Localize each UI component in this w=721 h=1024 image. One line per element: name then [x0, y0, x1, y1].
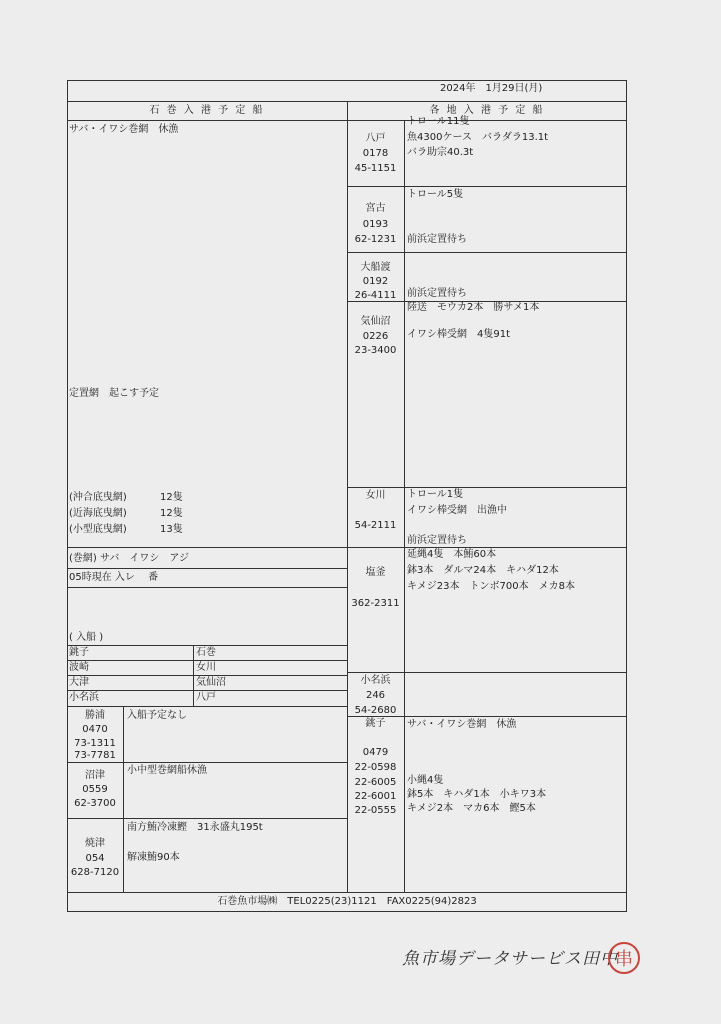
port-choshi-tel: 0479: [362, 747, 389, 758]
divider: [404, 120, 405, 892]
divider: [347, 186, 627, 187]
port-onahama-tel: 54-2680: [354, 705, 397, 716]
port-choshi-info: 鉢5本 キハダ1本 小キワ3本: [407, 789, 547, 800]
port-kesennuma-info: 陸送 モウカ2本 勝サメ1本: [407, 302, 540, 313]
port-hachinohe-tel: 0178: [362, 148, 389, 159]
divider: [67, 587, 347, 588]
port-ofunato-tel: 26-4111: [354, 290, 397, 301]
report-date: 2024年 1月29日(月): [440, 83, 543, 94]
port-miyako-info: 前浜定置待ち: [407, 234, 467, 245]
port-kesennuma-name: 気仙沼: [360, 316, 391, 327]
nyusen-port: 大津: [69, 677, 89, 688]
nyusen-port: 女川: [196, 662, 216, 673]
port-kesennuma-info: イワシ棒受網 4隻91t: [407, 329, 511, 340]
port-numazu-tel: 62-3700: [74, 798, 116, 809]
port-hachinohe-info: トロール11隻: [407, 116, 470, 127]
header-ishinomaki: 石 巻 入 港 予 定 船: [149, 105, 265, 116]
port-katsuura-tel: 73-7781: [74, 750, 116, 761]
port-katsuura-tel: 73-1311: [74, 738, 116, 749]
port-onagawa-info: イワシ棒受網 出漁中: [407, 505, 507, 516]
entry-order-status: 05時現在 入レ 番: [69, 572, 159, 583]
trawl-value-kinkai: 12隻: [160, 508, 183, 519]
nyusen-port: 小名浜: [69, 692, 99, 703]
divider: [193, 645, 194, 706]
port-miyako-tel: 0193: [362, 219, 389, 230]
divider: [123, 706, 124, 892]
port-choshi-info: サバ・イワシ巻網 休漁: [407, 719, 517, 730]
port-hachinohe-tel: 45-1151: [354, 163, 397, 174]
port-hachinohe-info: バラ助宗40.3t: [407, 147, 474, 158]
port-yaizu-info: 解凍鮪90本: [127, 852, 180, 863]
teichi-status: 定置網 起こす予定: [69, 388, 159, 399]
divider: [67, 675, 347, 676]
port-numazu-name: 沼津: [85, 770, 105, 781]
port-choshi-name: 銚子: [365, 718, 386, 729]
signature: 魚市場データサービス田中: [402, 949, 618, 969]
divider: [67, 645, 347, 646]
port-onahama-tel: 246: [365, 690, 386, 701]
port-miyako-tel: 62-1231: [354, 234, 397, 245]
port-shiogama-info: キメジ23本 トンボ700本 メカ8本: [407, 581, 575, 592]
nyusen-port: 八戸: [196, 692, 216, 703]
port-yaizu-tel: 054: [85, 853, 105, 864]
divider: [347, 547, 627, 548]
divider: [67, 660, 347, 661]
divider: [67, 892, 627, 893]
port-shiogama-info: 鉢3本 ダルマ24本 キハダ12本: [407, 565, 559, 576]
divider: [347, 672, 627, 673]
port-ofunato-name: 大船渡: [360, 262, 391, 273]
port-choshi-tel: 22-0555: [354, 805, 397, 816]
saba-iwashi-status: サバ・イワシ巻網 休漁: [69, 124, 179, 135]
nyusen-port: 石巻: [196, 647, 216, 658]
port-numazu-info: 小中型巻網船休漁: [127, 765, 207, 776]
divider: [67, 762, 347, 763]
divider: [347, 487, 627, 488]
port-onagawa-info: トロール1隻: [407, 489, 464, 500]
trawl-value-kogata: 13隻: [160, 524, 183, 535]
port-onagawa-name: 女川: [365, 490, 386, 501]
port-choshi-tel: 22-0598: [354, 762, 397, 773]
makiami-species: (巻網) サバ イワシ アジ: [69, 553, 189, 564]
trawl-label-okiai: (沖合底曳網): [69, 492, 127, 503]
divider: [67, 706, 347, 707]
port-shiogama-info: 延縄4隻 本鮪60本: [407, 549, 497, 560]
port-yaizu-info: 南方鮪冷凍鰹 31永盛丸195t: [127, 822, 263, 833]
port-numazu-tel: 0559: [82, 784, 108, 795]
port-miyako-info: トロール5隻: [407, 189, 464, 200]
port-miyako-name: 宮古: [365, 203, 386, 214]
port-onagawa-info: 前浜定置待ち: [407, 535, 467, 546]
nyusen-title: ( 入船 ): [69, 632, 104, 643]
port-hachinohe-info: 魚4300ケース バラダラ13.1t: [407, 132, 549, 143]
port-yaizu-name: 焼津: [85, 838, 105, 849]
divider: [67, 690, 347, 691]
divider: [67, 547, 347, 548]
port-onagawa-tel: 54-2111: [354, 520, 397, 531]
port-ofunato-tel: 0192: [362, 276, 389, 287]
port-choshi-info: キメジ2本 マカ6本 鰹5本: [407, 803, 536, 814]
nyusen-port: 波崎: [69, 662, 89, 673]
port-katsuura-name: 勝浦: [85, 710, 105, 721]
port-ofunato-info: 前浜定置待ち: [407, 288, 467, 299]
trawl-label-kinkai: (近海底曳網): [69, 508, 127, 519]
footer-contact: 石巻魚市場㈱ TEL0225(23)1121 FAX0225(94)2823: [217, 896, 477, 907]
port-shiogama-tel: 362-2311: [351, 598, 400, 609]
divider: [347, 252, 627, 253]
port-katsuura-tel: 0470: [82, 724, 108, 735]
trawl-value-okiai: 12隻: [160, 492, 183, 503]
port-choshi-info: 小縄4隻: [407, 775, 444, 786]
nyusen-port: 気仙沼: [196, 677, 226, 688]
port-choshi-tel: 22-6001: [354, 791, 397, 802]
nyusen-port: 銚子: [69, 647, 89, 658]
port-kesennuma-tel: 23-3400: [354, 345, 397, 356]
port-yaizu-tel: 628-7120: [70, 867, 120, 878]
port-katsuura-info: 入船予定なし: [127, 710, 187, 721]
seal-stamp: 串: [608, 942, 640, 974]
port-kesennuma-tel: 0226: [362, 331, 389, 342]
trawl-label-kogata: (小型底曳網): [69, 524, 127, 535]
port-onahama-name: 小名浜: [360, 675, 391, 686]
header-other-ports: 各 地 入 港 予 定 船: [429, 105, 545, 116]
port-choshi-tel: 22-6005: [354, 777, 397, 788]
port-hachinohe-name: 八戸: [365, 133, 386, 144]
divider: [67, 818, 347, 819]
divider: [67, 568, 347, 569]
port-shiogama-name: 塩釜: [365, 567, 386, 578]
